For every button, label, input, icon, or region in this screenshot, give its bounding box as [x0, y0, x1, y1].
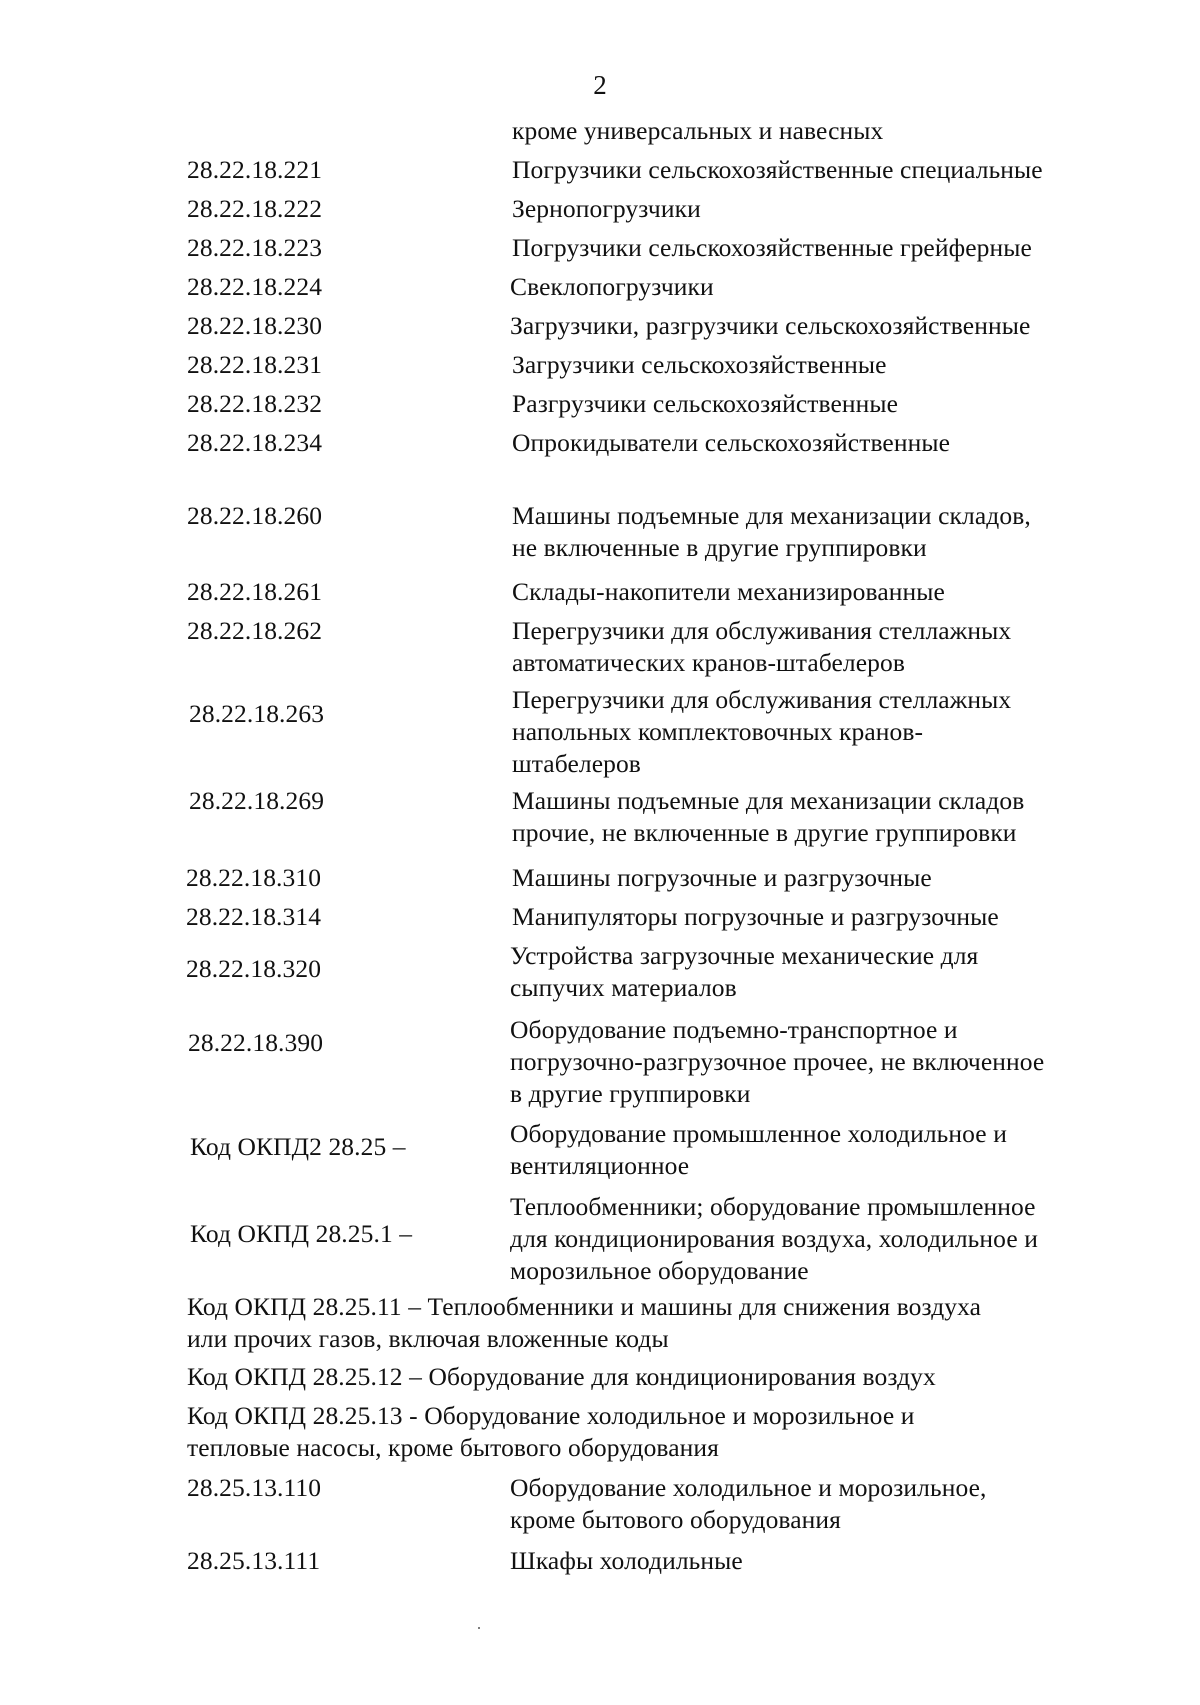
row-code: 28.22.18.223	[187, 233, 323, 262]
row-description-line: кроме бытового оборудования	[510, 1505, 841, 1534]
row-description-line: Погрузчики сельскохозяйственные грейферные	[512, 233, 1032, 262]
row-description-line: Перегрузчики для обслуживания стеллажных	[512, 685, 1012, 714]
row-code: 28.22.18.261	[187, 577, 323, 606]
row-description-line: Машины погрузочные и разгрузочные	[512, 863, 932, 892]
row-description-line: кроме универсальных и навесных	[512, 116, 884, 145]
row-description-line: Склады-накопители механизированные	[512, 577, 945, 606]
row-description-line: в другие группировки	[510, 1079, 751, 1108]
full-width-line: или прочих газов, включая вложенные коды	[187, 1324, 669, 1353]
row-description-line: не включенные в другие группировки	[512, 533, 927, 562]
row-code: 28.25.13.111	[187, 1546, 321, 1575]
row-description-line: Манипуляторы погрузочные и разгрузочные	[512, 902, 999, 931]
row-description-line: автоматических кранов-штабелеров	[512, 648, 905, 677]
row-code: 28.22.18.390	[188, 1028, 324, 1057]
row-description-line: морозильное оборудование	[510, 1256, 809, 1285]
row-description-line: Свеклопогрузчики	[510, 272, 714, 301]
row-description-line: Шкафы холодильные	[510, 1546, 743, 1575]
row-code: 28.22.18.230	[187, 311, 323, 340]
row-description-line: вентиляционное	[510, 1151, 690, 1180]
row-code: 28.22.18.269	[189, 786, 325, 815]
full-width-line: Код ОКПД 28.25.13 - Оборудование холодильное и морозильное и	[187, 1401, 915, 1430]
row-description-line: штабелеров	[512, 749, 641, 778]
row-description-line: Загрузчики, разгрузчики сельскохозяйственные	[510, 311, 1031, 340]
row-description-line: Машины подъемные для механизации складов	[512, 786, 1025, 815]
row-description-line: Машины подъемные для механизации складов,	[512, 501, 1031, 530]
row-code: 28.22.18.232	[187, 389, 323, 418]
row-code: 28.22.18.263	[189, 699, 325, 728]
row-description-line: Оборудование подъемно-транспортное и	[510, 1015, 958, 1044]
row-description-line: Погрузчики сельскохозяйственные специальные	[512, 155, 1043, 184]
row-code: 28.22.18.234	[187, 428, 323, 457]
row-code: Код ОКПД 28.25.1 –	[190, 1219, 413, 1248]
row-code: 28.22.18.221	[187, 155, 323, 184]
row-code: 28.22.18.260	[187, 501, 323, 530]
row-code: 28.22.18.224	[187, 272, 323, 301]
row-description-line: Оборудование холодильное и морозильное,	[510, 1473, 987, 1502]
row-code: 28.22.18.231	[187, 350, 323, 379]
row-description-line: Разгрузчики сельскохозяйственные	[512, 389, 899, 418]
row-description-line: Опрокидыватели сельскохозяйственные	[512, 428, 950, 457]
row-code: 28.25.13.110	[187, 1473, 322, 1502]
row-description-line: сыпучих материалов	[510, 973, 737, 1002]
row-code: 28.22.18.262	[187, 616, 323, 645]
row-code: 28.22.18.314	[186, 902, 322, 931]
row-description-line: погрузочно-разгрузочное прочее, не включенное	[510, 1047, 1045, 1076]
row-description-line: напольных комплектовочных кранов-	[512, 717, 924, 746]
row-description-line: Устройства загрузочные механические для	[510, 941, 979, 970]
row-description-line: для кондиционирования воздуха, холодильное и	[510, 1224, 1038, 1253]
full-width-line: Код ОКПД 28.25.11 – Теплообменники и машины для снижения воздуха	[187, 1292, 982, 1321]
scan-speck	[478, 1627, 480, 1629]
full-width-line: тепловые насосы, кроме бытового оборудования	[187, 1433, 719, 1462]
row-code: 28.22.18.310	[186, 863, 322, 892]
row-description-line: прочие, не включенные в другие группировки	[512, 818, 1017, 847]
page-number: 2	[593, 70, 607, 100]
row-description-line: Теплообменники; оборудование промышленное	[510, 1192, 1036, 1221]
row-code: 28.22.18.222	[187, 194, 323, 223]
row-description-line: Оборудование промышленное холодильное и	[510, 1119, 1007, 1148]
row-description-line: Перегрузчики для обслуживания стеллажных	[512, 616, 1012, 645]
row-description-line: Зернопогрузчики	[512, 194, 701, 223]
full-width-line: Код ОКПД 28.25.12 – Оборудование для кондиционирования воздух	[187, 1362, 936, 1391]
row-code: 28.22.18.320	[186, 954, 322, 983]
row-code: Код ОКПД2 28.25 –	[190, 1132, 406, 1161]
row-description-line: Загрузчики сельскохозяйственные	[512, 350, 887, 379]
